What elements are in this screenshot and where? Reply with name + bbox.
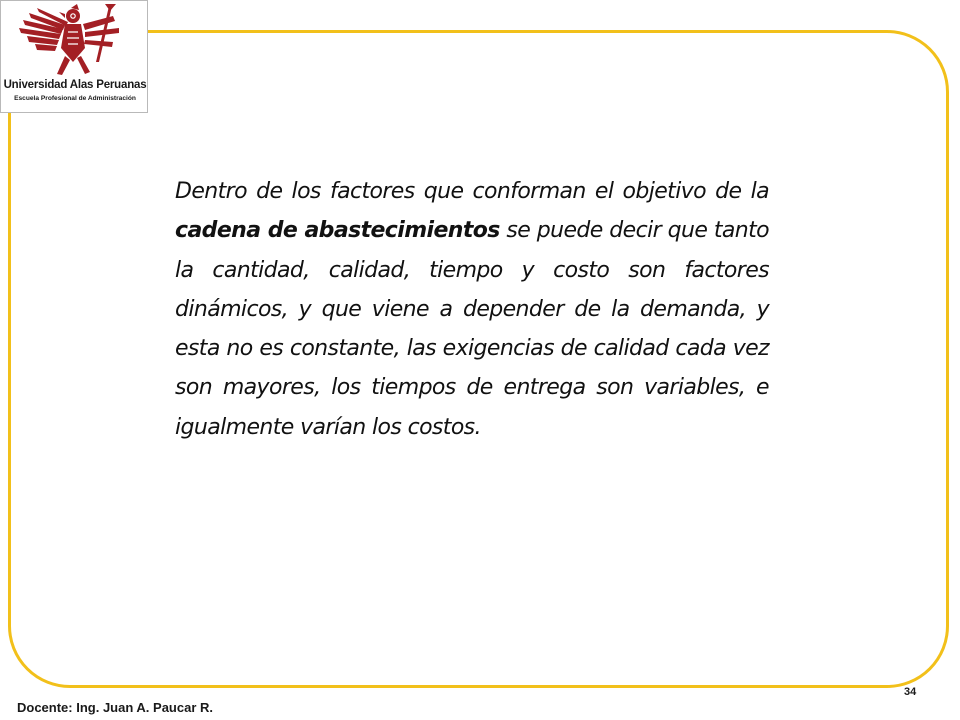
university-name: Universidad Alas Peruanas <box>3 79 147 91</box>
body-text-emphasis: cadena de abastecimientos <box>175 218 500 244</box>
body-text-start: Dentro de los factores que conforman el objetivo de la <box>175 179 769 204</box>
footer-author: Docente: Ing. Juan A. Paucar R. <box>17 700 214 715</box>
body-text-end: se puede decir que tanto la cantidad, calidad, tiempo y costo son factores dinámicos, y que viene a depender de la demanda, y esta no es constante, las exigencias de calidad cada vez son mayores, los tiempos de entrega son variables, e igualmente varían los costos. <box>175 218 769 440</box>
university-emblem-icon <box>13 4 133 78</box>
university-logo <box>0 0 148 113</box>
body-paragraph <box>175 172 769 447</box>
school-name: Escuela Profesional de Administración <box>14 95 136 102</box>
page-number: 34 <box>904 686 917 698</box>
